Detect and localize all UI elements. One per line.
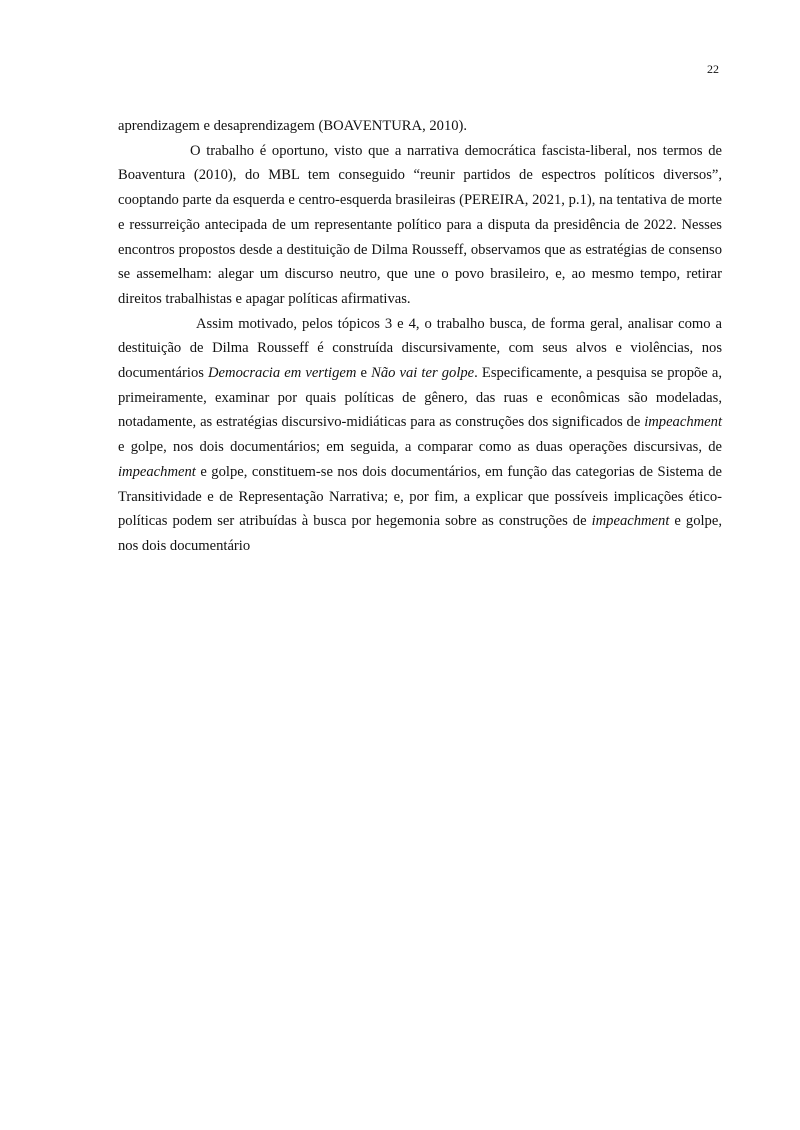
paragraph-continuation: [118, 114, 722, 139]
page-number: 22: [707, 62, 719, 76]
text-segment: Assim motivado, pelos tópicos 3 e 4, o trabalho busca, de forma geral, analisar como a destituição de Dilma Rousseff é construída discursivamente, com seus alvos e violências, nos documentários: [118, 315, 722, 382]
film-title: Democracia em vertigem: [208, 365, 357, 382]
text-segment: . Especificamente, a pesquisa se propõe a, primeiramente, examinar por quais políticas de gênero, das ruas e econômicas são modeladas, notadamente, as estratégias discursivo-midiáticas para as construções dos significados de: [118, 365, 722, 431]
body-text: [118, 114, 722, 559]
text-segment: e golpe, nos dois documentário: [118, 513, 722, 554]
text-segment: e golpe, constituem-se nos dois documentários, em função das categorias de Sistema de Transitividade e de Representação Narrativa; e, por fim, a explicar que possíveis implicações ético-políticas podem ser atribuídas à busca por hegemonia sobre as construções de: [118, 463, 722, 530]
text-segment: O trabalho é oportuno, visto que a narrativa democrática fascista-liberal, nos termos de Boaventura (2010), do MBL tem conseguido “reunir partidos de espectros políticos diversos”, cooptando parte da esquerda e centro-esquerda brasileiras (PEREIRA, 2021, p.1), na tentativa de morte e ressurreição antecipada de um representante político para a disputa da presidência de 2022. Nesses encontros propostos desde a destituição de Dilma Rousseff, observamos que as estratégias de consenso se assemelham: alegar um discurso neutro, que une o povo brasileiro, e, ao mesmo tempo, retirar direitos trabalhistas e apagar políticas afirmativas.: [118, 142, 722, 307]
italic-term: impeachment: [591, 513, 670, 530]
italic-term: impeachment: [644, 414, 722, 431]
text-segment: aprendizagem e desaprendizagem (BOAVENTURA, 2010).: [118, 118, 468, 134]
italic-term: impeachment: [118, 463, 196, 480]
text-segment: e: [356, 365, 372, 382]
film-title: Não vai ter golpe: [371, 365, 475, 382]
text-segment: e golpe, nos dois documentários; em seguida, a comparar como as duas operações discursivas, de: [118, 439, 722, 456]
paragraph-justification: [118, 139, 722, 312]
paragraph-objectives: [118, 312, 722, 559]
